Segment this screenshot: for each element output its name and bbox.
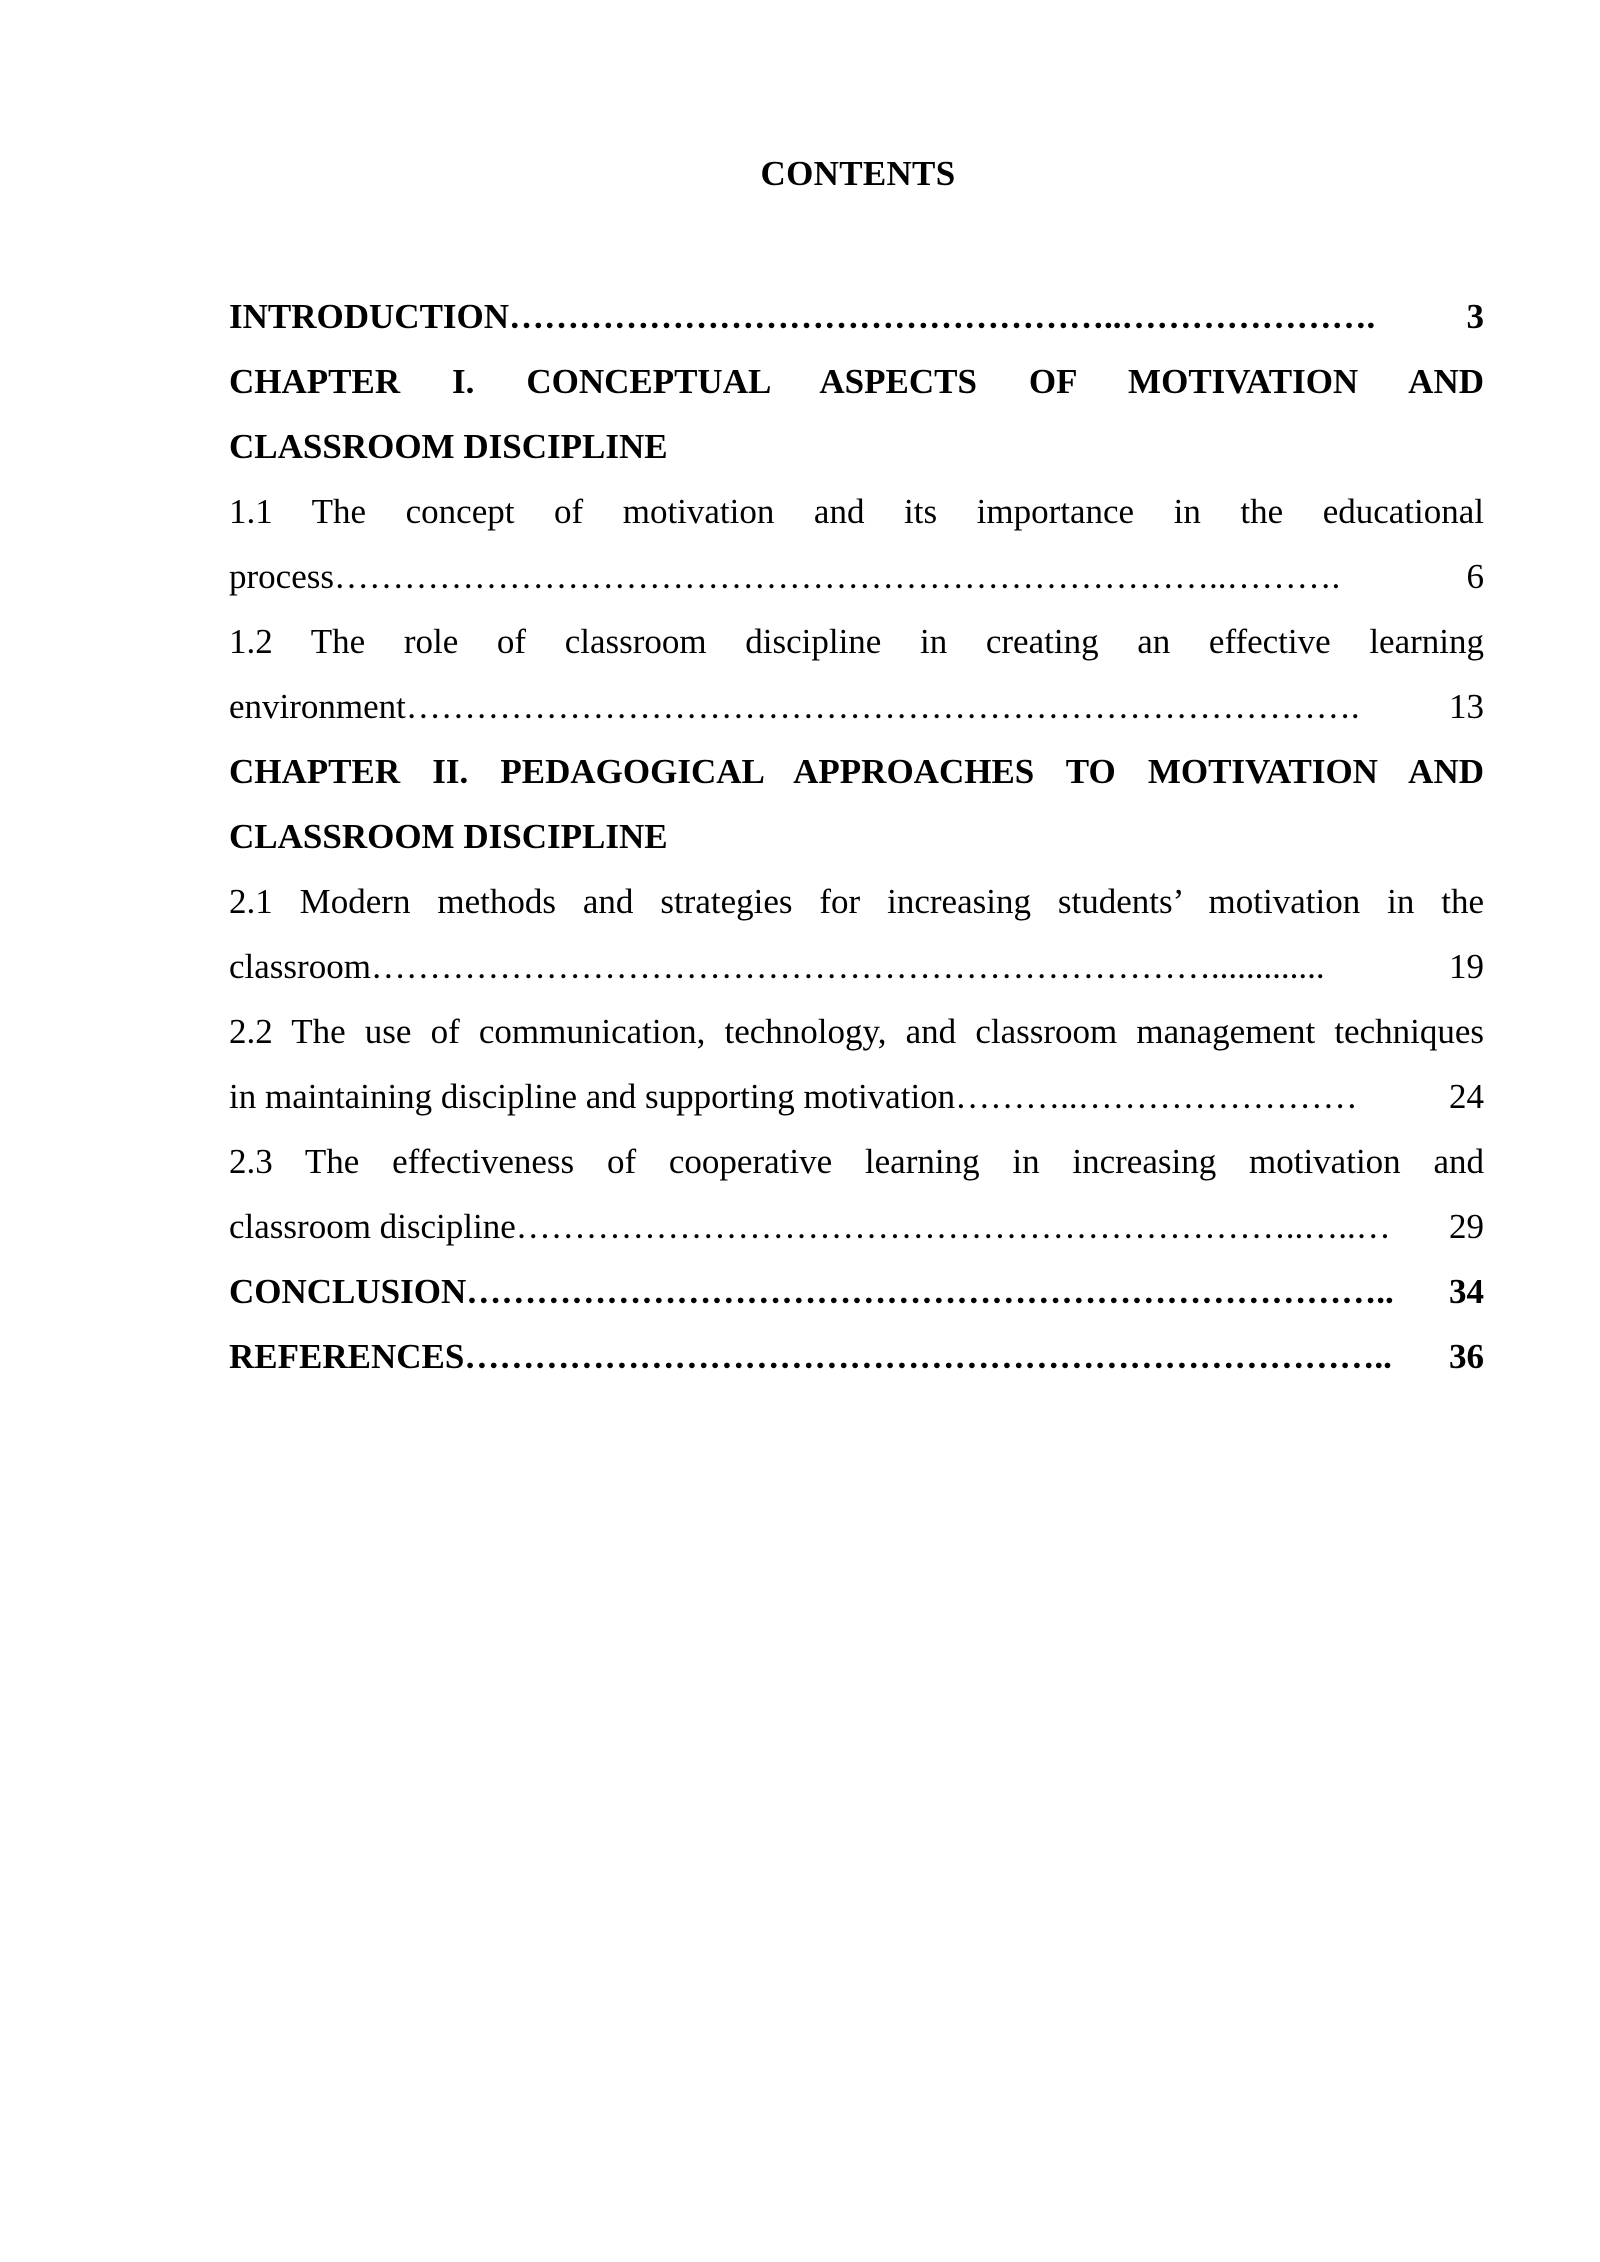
toc-chapter-label: CLASSROOM DISCIPLINE [229, 817, 668, 856]
toc-dot-leader: …………………………………………………………..…..… [515, 1207, 1391, 1246]
toc-dot-leader: …………………………………………………………………..………. [333, 557, 1341, 596]
toc-section-label: 1.1 The concept of motivation and its importance in the educational [229, 492, 1484, 531]
toc-entry-introduction[interactable] [229, 284, 1484, 349]
toc-section-label: classroom [229, 947, 371, 986]
toc-section-label: 2.3 The effectiveness of cooperative learning in increasing motivation and [229, 1142, 1484, 1181]
toc-page-number: 34 [1449, 1272, 1484, 1311]
toc-section-label: 1.2 The role of classroom discipline in creating an effective learning [229, 622, 1484, 661]
toc-page-number: 19 [1449, 947, 1484, 986]
toc-section-label: classroom discipline [229, 1207, 516, 1246]
toc-chapter-label: CLASSROOM DISCIPLINE [229, 427, 668, 466]
toc-section-2-2-cont[interactable] [229, 1064, 1484, 1129]
toc-entry-references[interactable] [229, 1324, 1484, 1389]
toc-section-1-2[interactable] [229, 609, 1484, 674]
toc-dot-leader: ……………………………………………..…………………. [509, 297, 1376, 336]
toc-section-label: environment [229, 687, 406, 726]
toc-section-1-1-cont[interactable] [229, 544, 1484, 609]
toc-section-2-1-cont[interactable] [229, 934, 1484, 999]
toc-section-label: process [229, 557, 334, 596]
toc-entry-label: CONCLUSION [229, 1272, 467, 1311]
page-title: CONTENTS [760, 154, 956, 193]
toc-chapter-2-heading[interactable] [229, 739, 1484, 804]
toc-section-2-2[interactable] [229, 999, 1484, 1064]
table-of-contents [229, 284, 1484, 1389]
toc-page-number: 6 [1466, 557, 1484, 596]
toc-page-number: 29 [1449, 1207, 1484, 1246]
toc-page-number: 13 [1449, 687, 1484, 726]
toc-page-number: 3 [1466, 297, 1484, 336]
toc-page-number: 24 [1449, 1077, 1484, 1116]
toc-section-label: in maintaining discipline and supporting motivation [229, 1077, 956, 1116]
toc-section-2-3-cont[interactable] [229, 1194, 1484, 1259]
toc-section-label: 2.2 The use of communication, technology, and classroom management techniques [229, 1012, 1484, 1051]
toc-section-2-3[interactable] [229, 1129, 1484, 1194]
toc-dot-leader: ………………………………………………………………………. [405, 687, 1360, 726]
toc-section-2-1[interactable] [229, 869, 1484, 934]
toc-dot-leader: …………………………………………………………………….. [464, 1337, 1392, 1376]
toc-chapter-1-heading-cont[interactable] [229, 414, 1484, 479]
toc-chapter-label: CHAPTER II. PEDAGOGICAL APPROACHES TO MOTIVATION AND [229, 752, 1484, 791]
toc-entry-label: REFERENCES [229, 1337, 465, 1376]
toc-dot-leader: ………..…………………… [955, 1077, 1358, 1116]
toc-section-1-1[interactable] [229, 479, 1484, 544]
toc-chapter-label: CHAPTER I. CONCEPTUAL ASPECTS OF MOTIVATION AND [229, 362, 1484, 401]
toc-page-number: 36 [1449, 1337, 1484, 1376]
toc-dot-leader: ………………………………………………………………............. [370, 947, 1325, 986]
toc-section-1-2-cont[interactable] [229, 674, 1484, 739]
toc-dot-leader: …………………………………………………………………….. [466, 1272, 1394, 1311]
toc-entry-label: INTRODUCTION [229, 297, 510, 336]
toc-chapter-2-heading-cont[interactable] [229, 804, 1484, 869]
toc-chapter-1-heading[interactable] [229, 349, 1484, 414]
toc-section-label: 2.1 Modern methods and strategies for increasing students’ motivation in the [229, 882, 1484, 921]
toc-entry-conclusion[interactable] [229, 1259, 1484, 1324]
